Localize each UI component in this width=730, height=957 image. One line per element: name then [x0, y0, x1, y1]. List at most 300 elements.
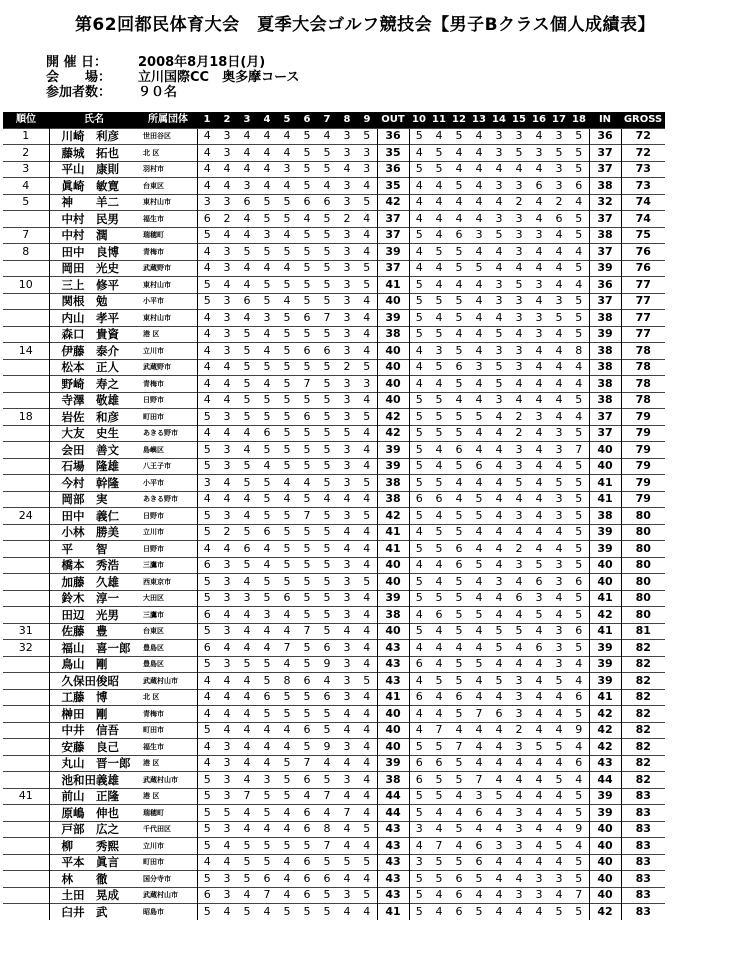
table-row — [3, 128, 665, 145]
hole-score-cell: 5 — [549, 145, 569, 162]
hole-score-cell: 5 — [409, 739, 429, 756]
hole-score-cell: 6 — [197, 640, 217, 657]
table-row — [3, 821, 665, 838]
hole-score-cell: 7 — [337, 805, 357, 822]
hole-score-cell: 4 — [217, 722, 237, 739]
hole-score-cell: 5 — [409, 623, 429, 640]
hole-score-cell: 5 — [197, 574, 217, 591]
out-total-cell: 36 — [377, 128, 409, 145]
hole-score-cell: 5 — [409, 508, 429, 525]
gross-total-cell: 82 — [621, 722, 665, 739]
out-total-cell: 40 — [377, 722, 409, 739]
hole-score-cell: 5 — [277, 706, 297, 723]
hole-score-cell: 4 — [257, 376, 277, 393]
hole-score-cell: 3 — [489, 145, 509, 162]
hole-score-cell: 4 — [469, 739, 489, 756]
hole-score-cell: 5 — [317, 392, 337, 409]
hole-score-cell: 4 — [489, 772, 509, 789]
column-header: 順位 — [3, 112, 49, 128]
hole-score-cell: 4 — [469, 755, 489, 772]
hole-score-cell: 5 — [569, 227, 589, 244]
hole-score-cell: 3 — [509, 805, 529, 822]
hole-score-cell: 4 — [469, 194, 489, 211]
hole-score-cell: 4 — [337, 541, 357, 558]
hole-score-cell: 4 — [489, 557, 509, 574]
in-total-cell: 40 — [589, 871, 621, 888]
hole-score-cell: 4 — [429, 442, 449, 459]
table-row — [3, 491, 665, 508]
hole-score-cell: 4 — [569, 656, 589, 673]
in-total-cell: 40 — [589, 442, 621, 459]
hole-score-cell: 4 — [357, 590, 377, 607]
hole-score-cell: 4 — [429, 310, 449, 327]
affiliation-cell: 世田谷区 — [139, 128, 197, 145]
hole-score-cell: 7 — [317, 838, 337, 855]
rank-cell: 32 — [3, 640, 49, 657]
table-row — [3, 541, 665, 558]
player-name-cell: 平山 康則 — [49, 161, 139, 178]
hole-score-cell: 3 — [409, 854, 429, 871]
gross-total-cell: 72 — [621, 145, 665, 162]
hole-score-cell: 3 — [509, 821, 529, 838]
hole-score-cell: 5 — [197, 656, 217, 673]
hole-score-cell: 4 — [197, 854, 217, 871]
in-total-cell: 43 — [589, 755, 621, 772]
hole-score-cell: 3 — [357, 376, 377, 393]
table-row — [3, 722, 665, 739]
hole-score-cell: 5 — [197, 772, 217, 789]
player-name-cell: 松本 正人 — [49, 359, 139, 376]
hole-score-cell: 4 — [449, 838, 469, 855]
hole-score-cell: 5 — [197, 805, 217, 822]
gross-total-cell: 78 — [621, 376, 665, 393]
gross-total-cell: 83 — [621, 887, 665, 904]
hole-score-cell: 4 — [217, 541, 237, 558]
out-total-cell: 40 — [377, 574, 409, 591]
hole-score-cell: 6 — [257, 689, 277, 706]
hole-score-cell: 4 — [469, 293, 489, 310]
hole-score-cell: 6 — [317, 640, 337, 657]
hole-score-cell: 6 — [297, 722, 317, 739]
hole-score-cell: 4 — [529, 343, 549, 360]
out-total-cell: 40 — [377, 706, 409, 723]
hole-score-cell: 4 — [277, 260, 297, 277]
hole-score-cell: 4 — [429, 656, 449, 673]
hole-score-cell: 4 — [529, 673, 549, 690]
player-name-cell: 安藤 良己 — [49, 739, 139, 756]
hole-score-cell: 5 — [469, 260, 489, 277]
event-venue-label: 会 場： — [46, 70, 112, 85]
hole-score-cell: 6 — [237, 293, 257, 310]
hole-score-cell: 5 — [569, 128, 589, 145]
hole-score-cell: 8 — [569, 343, 589, 360]
affiliation-cell: 豊島区 — [139, 656, 197, 673]
hole-score-cell: 6 — [409, 772, 429, 789]
hole-score-cell: 5 — [237, 409, 257, 426]
hole-score-cell: 4 — [449, 805, 469, 822]
hole-score-cell: 4 — [469, 326, 489, 343]
hole-score-cell: 3 — [409, 821, 429, 838]
column-header: 8 — [337, 112, 357, 128]
table-row — [3, 590, 665, 607]
out-total-cell: 37 — [377, 211, 409, 228]
hole-score-cell: 5 — [297, 442, 317, 459]
hole-score-cell: 4 — [237, 755, 257, 772]
hole-score-cell: 4 — [469, 145, 489, 162]
gross-total-cell: 80 — [621, 508, 665, 525]
hole-score-cell: 5 — [489, 359, 509, 376]
hole-score-cell: 7 — [297, 623, 317, 640]
affiliation-cell: 武蔵村山市 — [139, 673, 197, 690]
hole-score-cell: 5 — [569, 326, 589, 343]
hole-score-cell: 4 — [257, 557, 277, 574]
affiliation-cell: 町田市 — [139, 409, 197, 426]
hole-score-cell: 5 — [277, 508, 297, 525]
hole-score-cell: 4 — [549, 244, 569, 261]
out-total-cell: 35 — [377, 178, 409, 195]
out-total-cell: 40 — [377, 739, 409, 756]
rank-cell: 41 — [3, 788, 49, 805]
hole-score-cell: 7 — [569, 442, 589, 459]
hole-score-cell: 3 — [217, 310, 237, 327]
hole-score-cell: 5 — [317, 722, 337, 739]
hole-score-cell: 6 — [529, 574, 549, 591]
hole-score-cell: 5 — [569, 788, 589, 805]
hole-score-cell: 3 — [489, 178, 509, 195]
out-total-cell: 41 — [377, 689, 409, 706]
hole-score-cell: 4 — [257, 821, 277, 838]
hole-score-cell: 6 — [449, 442, 469, 459]
hole-score-cell: 5 — [317, 574, 337, 591]
hole-score-cell: 4 — [489, 458, 509, 475]
hole-score-cell: 4 — [217, 376, 237, 393]
rank-cell: 4 — [3, 178, 49, 195]
hole-score-cell: 6 — [569, 623, 589, 640]
hole-score-cell: 7 — [317, 310, 337, 327]
hole-score-cell: 4 — [549, 541, 569, 558]
player-name-cell: 榊田 剛 — [49, 706, 139, 723]
hole-score-cell: 4 — [429, 458, 449, 475]
hole-score-cell: 4 — [277, 656, 297, 673]
hole-score-cell: 5 — [257, 854, 277, 871]
in-total-cell: 37 — [589, 145, 621, 162]
affiliation-cell: 千代田区 — [139, 821, 197, 838]
rank-cell — [3, 359, 49, 376]
affiliation-cell: 東村山市 — [139, 310, 197, 327]
hole-score-cell: 5 — [197, 442, 217, 459]
hole-score-cell: 4 — [357, 772, 377, 789]
hole-score-cell: 4 — [549, 359, 569, 376]
hole-score-cell: 4 — [409, 607, 429, 624]
hole-score-cell: 7 — [277, 640, 297, 657]
hole-score-cell: 5 — [297, 128, 317, 145]
hole-score-cell: 5 — [297, 904, 317, 920]
hole-score-cell: 4 — [569, 409, 589, 426]
hole-score-cell: 4 — [277, 821, 297, 838]
hole-score-cell: 3 — [489, 392, 509, 409]
table-row — [3, 244, 665, 261]
hole-score-cell: 5 — [197, 277, 217, 294]
hole-score-cell: 4 — [429, 904, 449, 920]
out-total-cell: 44 — [377, 805, 409, 822]
gross-total-cell: 78 — [621, 343, 665, 360]
hole-score-cell: 3 — [257, 310, 277, 327]
hole-score-cell: 5 — [317, 524, 337, 541]
hole-score-cell: 4 — [449, 722, 469, 739]
hole-score-cell: 6 — [569, 574, 589, 591]
hole-score-cell: 3 — [489, 838, 509, 855]
gross-total-cell: 82 — [621, 706, 665, 723]
out-total-cell: 39 — [377, 590, 409, 607]
hole-score-cell: 4 — [357, 227, 377, 244]
hole-score-cell: 4 — [509, 376, 529, 393]
hole-score-cell: 3 — [337, 260, 357, 277]
hole-score-cell: 4 — [529, 788, 549, 805]
hole-score-cell: 5 — [297, 739, 317, 756]
hole-score-cell: 4 — [449, 194, 469, 211]
hole-score-cell: 5 — [257, 491, 277, 508]
hole-score-cell: 5 — [357, 409, 377, 426]
hole-score-cell: 3 — [217, 194, 237, 211]
hole-score-cell: 5 — [409, 227, 429, 244]
hole-score-cell: 4 — [469, 376, 489, 393]
affiliation-cell: 港 区 — [139, 755, 197, 772]
hole-score-cell: 4 — [569, 739, 589, 756]
hole-score-cell: 4 — [217, 904, 237, 920]
hole-score-cell: 6 — [297, 194, 317, 211]
affiliation-cell: 港 区 — [139, 326, 197, 343]
hole-score-cell: 4 — [489, 244, 509, 261]
hole-score-cell: 6 — [197, 607, 217, 624]
hole-score-cell: 3 — [237, 178, 257, 195]
hole-score-cell: 3 — [337, 475, 357, 492]
hole-score-cell: 5 — [489, 623, 509, 640]
hole-score-cell: 4 — [409, 178, 429, 195]
hole-score-cell: 4 — [357, 541, 377, 558]
hole-score-cell: 4 — [197, 491, 217, 508]
hole-score-cell: 5 — [277, 194, 297, 211]
in-total-cell: 37 — [589, 244, 621, 261]
rank-cell — [3, 607, 49, 624]
hole-score-cell: 4 — [529, 854, 549, 871]
hole-score-cell: 5 — [257, 194, 277, 211]
hole-score-cell: 4 — [217, 277, 237, 294]
player-name-cell: 伊藤 泰介 — [49, 343, 139, 360]
affiliation-cell: 青梅市 — [139, 376, 197, 393]
hole-score-cell: 5 — [277, 343, 297, 360]
hole-score-cell: 4 — [489, 194, 509, 211]
hole-score-cell: 5 — [469, 557, 489, 574]
hole-score-cell: 4 — [297, 211, 317, 228]
rank-cell: 31 — [3, 623, 49, 640]
gross-total-cell: 77 — [621, 277, 665, 294]
out-total-cell: 40 — [377, 343, 409, 360]
hole-score-cell: 4 — [409, 557, 429, 574]
rank-cell — [3, 458, 49, 475]
hole-score-cell: 4 — [409, 194, 429, 211]
hole-score-cell: 6 — [409, 656, 429, 673]
hole-score-cell: 4 — [529, 293, 549, 310]
hole-score-cell: 3 — [337, 442, 357, 459]
rank-cell — [3, 574, 49, 591]
hole-score-cell: 3 — [549, 640, 569, 657]
hole-score-cell: 5 — [569, 904, 589, 920]
hole-score-cell: 4 — [409, 260, 429, 277]
hole-score-cell: 3 — [337, 557, 357, 574]
player-name-cell: 平本 眞言 — [49, 854, 139, 871]
hole-score-cell: 5 — [429, 788, 449, 805]
rank-cell: 1 — [3, 128, 49, 145]
hole-score-cell: 3 — [217, 409, 237, 426]
hole-score-cell: 4 — [529, 755, 549, 772]
hole-score-cell: 5 — [409, 161, 429, 178]
affiliation-cell: 羽村市 — [139, 161, 197, 178]
hole-score-cell: 3 — [509, 128, 529, 145]
gross-total-cell: 82 — [621, 689, 665, 706]
hole-score-cell: 3 — [529, 326, 549, 343]
hole-score-cell: 4 — [489, 260, 509, 277]
column-header: 9 — [357, 112, 377, 128]
hole-score-cell: 4 — [429, 887, 449, 904]
hole-score-cell: 5 — [569, 392, 589, 409]
hole-score-cell: 5 — [569, 524, 589, 541]
hole-score-cell: 5 — [449, 755, 469, 772]
hole-score-cell: 4 — [449, 161, 469, 178]
hole-score-cell: 6 — [489, 706, 509, 723]
gross-total-cell: 75 — [621, 227, 665, 244]
hole-score-cell: 3 — [337, 178, 357, 195]
table-row — [3, 227, 665, 244]
affiliation-cell: 瑞穂町 — [139, 805, 197, 822]
hole-score-cell: 4 — [257, 145, 277, 162]
in-total-cell: 40 — [589, 887, 621, 904]
player-name-cell: 佐藤 豊 — [49, 623, 139, 640]
out-total-cell: 38 — [377, 772, 409, 789]
hole-score-cell: 4 — [237, 260, 257, 277]
hole-score-cell: 3 — [197, 475, 217, 492]
rank-cell — [3, 524, 49, 541]
hole-score-cell: 5 — [429, 326, 449, 343]
hole-score-cell: 4 — [529, 425, 549, 442]
hole-score-cell: 4 — [489, 409, 509, 426]
hole-score-cell: 4 — [357, 557, 377, 574]
hole-score-cell: 3 — [429, 343, 449, 360]
rank-cell — [3, 805, 49, 822]
in-total-cell: 39 — [589, 788, 621, 805]
hole-score-cell: 5 — [277, 689, 297, 706]
table-row — [3, 706, 665, 723]
hole-score-cell: 4 — [357, 805, 377, 822]
hole-score-cell: 3 — [337, 145, 357, 162]
hole-score-cell: 5 — [297, 458, 317, 475]
hole-score-cell: 6 — [297, 871, 317, 888]
hole-score-cell: 4 — [529, 475, 549, 492]
hole-score-cell: 4 — [237, 508, 257, 525]
hole-score-cell: 4 — [529, 442, 549, 459]
hole-score-cell: 2 — [509, 541, 529, 558]
hole-score-cell: 4 — [217, 178, 237, 195]
hole-score-cell: 6 — [297, 343, 317, 360]
gross-total-cell: 83 — [621, 871, 665, 888]
hole-score-cell: 6 — [449, 887, 469, 904]
hole-score-cell: 3 — [509, 359, 529, 376]
rank-cell: 10 — [3, 277, 49, 294]
hole-score-cell: 5 — [449, 293, 469, 310]
hole-score-cell: 5 — [257, 244, 277, 261]
hole-score-cell: 3 — [257, 607, 277, 624]
hole-score-cell: 5 — [357, 194, 377, 211]
rank-cell — [3, 838, 49, 855]
participant-count — [46, 81, 177, 100]
hole-score-cell: 4 — [449, 491, 469, 508]
hole-score-cell: 4 — [409, 145, 429, 162]
hole-score-cell: 5 — [449, 260, 469, 277]
affiliation-cell: 島嶼区 — [139, 442, 197, 459]
hole-score-cell: 4 — [429, 194, 449, 211]
column-header: 4 — [257, 112, 277, 128]
hole-score-cell: 5 — [469, 508, 489, 525]
hole-score-cell: 3 — [509, 458, 529, 475]
hole-score-cell: 4 — [449, 211, 469, 228]
player-name-cell: 藤城 拓也 — [49, 145, 139, 162]
hole-score-cell: 3 — [549, 656, 569, 673]
table-row — [3, 524, 665, 541]
hole-score-cell: 4 — [489, 442, 509, 459]
hole-score-cell: 3 — [489, 574, 509, 591]
hole-score-cell: 3 — [337, 409, 357, 426]
hole-score-cell: 5 — [317, 442, 337, 459]
in-total-cell: 39 — [589, 640, 621, 657]
hole-score-cell: 4 — [197, 161, 217, 178]
hole-score-cell: 4 — [217, 491, 237, 508]
hole-score-cell: 3 — [217, 788, 237, 805]
hole-score-cell: 4 — [337, 838, 357, 855]
hole-score-cell: 5 — [197, 821, 217, 838]
hole-score-cell: 3 — [469, 359, 489, 376]
hole-score-cell: 4 — [357, 607, 377, 624]
hole-score-cell: 2 — [549, 194, 569, 211]
in-total-cell: 40 — [589, 838, 621, 855]
hole-score-cell: 4 — [529, 244, 549, 261]
rank-cell: 8 — [3, 244, 49, 261]
rank-cell — [3, 739, 49, 756]
hole-score-cell: 4 — [237, 623, 257, 640]
hole-score-cell: 3 — [549, 178, 569, 195]
hole-score-cell: 7 — [237, 788, 257, 805]
hole-score-cell: 5 — [429, 673, 449, 690]
hole-score-cell: 3 — [217, 590, 237, 607]
hole-score-cell: 3 — [529, 409, 549, 426]
hole-score-cell: 4 — [489, 590, 509, 607]
gross-total-cell: 77 — [621, 326, 665, 343]
hole-score-cell: 4 — [529, 524, 549, 541]
table-row — [3, 739, 665, 756]
hole-score-cell: 5 — [277, 557, 297, 574]
hole-score-cell: 4 — [529, 772, 549, 789]
hole-score-cell: 4 — [237, 706, 257, 723]
hole-score-cell: 4 — [337, 904, 357, 920]
hole-score-cell: 4 — [529, 706, 549, 723]
affiliation-cell: 福生市 — [139, 739, 197, 756]
hole-score-cell: 4 — [237, 128, 257, 145]
hole-score-cell: 5 — [197, 904, 217, 920]
hole-score-cell: 5 — [317, 623, 337, 640]
hole-score-cell: 5 — [337, 425, 357, 442]
hole-score-cell: 5 — [429, 145, 449, 162]
hole-score-cell: 4 — [317, 178, 337, 195]
hole-score-cell: 4 — [357, 458, 377, 475]
hole-score-cell: 5 — [569, 557, 589, 574]
